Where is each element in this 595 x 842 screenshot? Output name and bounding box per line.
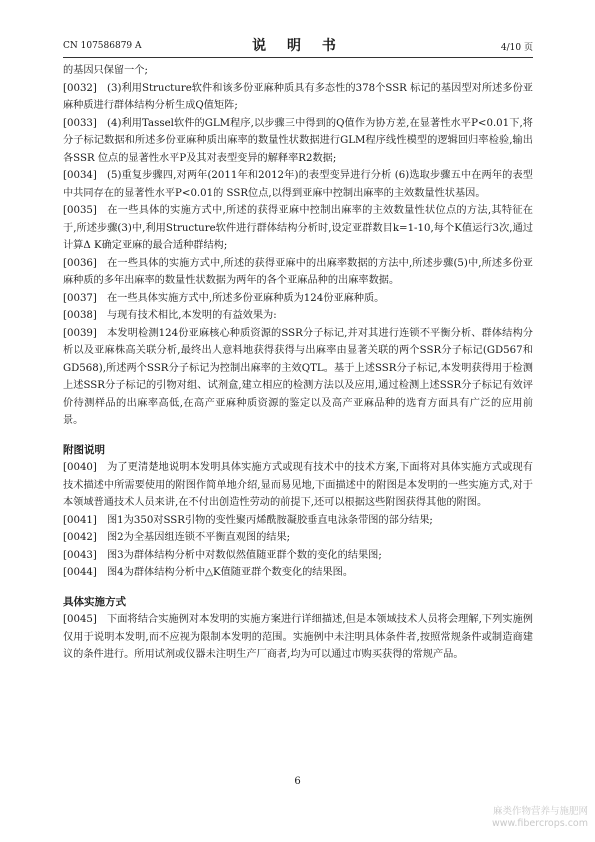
paragraph	[63, 529, 533, 547]
paragraph-number: [0035]	[63, 205, 97, 216]
paragraph-number: [0038]	[63, 310, 97, 321]
paragraph-text: 图2为全基因组连锁不平衡直观图的结果;	[107, 532, 291, 543]
paragraph	[63, 325, 533, 430]
paragraph	[63, 255, 533, 290]
paragraph-number: [0037]	[63, 292, 97, 304]
paragraph	[63, 564, 533, 582]
paragraph	[63, 202, 533, 255]
watermark-url: www.fibercrops.com	[491, 818, 588, 829]
paragraph-text: 本发明检测124份亚麻核心种质资源的SSR分子标记,并对其进行连锁不平衡分析、群体结构分析以及亚麻株高关联分析,最终出人意料地获得获得与出麻率由显著关联的两个SSR分子标记(GD567和GD568),所述两个SSR分子标记为控制出麻率的主效QTL。基于上述SSR分子标记,本发明获得用于检测上述SSR分子标记的引物对组、试剂盒,建立相应的检测方法以及应用,通过检测上述SSR分子标记有效评价待测样品的出麻率高低,在高产亚麻种质资源的鉴定以及高产亚麻品种的选育方面具有广泛的应用前景。	[63, 327, 533, 426]
paragraph-text: 图3为群体结构分析中对数似然值随亚群个数的变化的结果图;	[107, 549, 382, 561]
paragraph	[63, 290, 533, 308]
section-heading-embodiment: 具体实施方式	[63, 595, 126, 608]
page-number: 6	[294, 776, 301, 787]
spacer	[63, 582, 533, 594]
spacer	[63, 430, 533, 442]
paragraph-text: (4)利用Tassel软件的GLM程序,以步骤三中得到的Q值作为协方差,在显著性水平P<0.01下,将分子标记数据和所述多份亚麻种质出麻率的数量性状数据进行GLM程序线性模型的逻辑回归率检验,输出各SSR 位点的显著性水平P及其对表型变异的解释率R2数据;	[63, 117, 533, 164]
paragraph-number: [0044]	[63, 567, 97, 578]
document-number: CN 107586879 A	[63, 41, 142, 51]
paragraph-text: 与现有技术相比,本发明的有益效果为:	[107, 310, 277, 321]
paragraph-text: 的基因只保留一个;	[63, 65, 148, 76]
paragraph	[63, 459, 533, 512]
paragraph-number: [0032]	[63, 82, 97, 94]
paragraph-number: [0043]	[63, 549, 97, 561]
document-body	[63, 62, 533, 664]
watermark	[448, 806, 588, 830]
paragraph-number: [0042]	[63, 532, 97, 543]
paragraph-text: (3)利用Structure软件和该多份亚麻种质具有多态性的378个SSR 标记的基因型对所述多份亚麻种质进行群体结构分析生成Q值矩阵;	[63, 82, 533, 111]
paragraph-text: 下面将结合实施例对本发明的实施方案进行详细描述,但是本领域技术人员将会理解,下列实施例仅用于说明本发明,而不应视为限制本发明的范围。实施例中未注明具体条件者,按照常规条件或制造商建议的条件进行。所用试剂或仪器未注明生产厂商者,均为可以通过市购买获得的常规产品。	[63, 614, 533, 660]
page-header	[63, 37, 533, 55]
paragraph-text: 在一些具体的实施方式中,所述的获得亚麻中控制出麻率的主效数量性状位点的方法,其特征在于,所述步骤(3)中,利用Structure软件进行群体结构分析时,设定亚群数目k=1-10,每个K值运行3次,通过计算Δ K确定亚麻的最合适种群结构;	[63, 205, 533, 251]
paragraph-text: 在一些具体的实施方式中,所述的获得亚麻中的出麻率数据的方法中,所述步骤(5)中,所述多份亚麻种质的多年出麻率的数量性状数据为两年的各个亚麻品种的出麻率数据。	[63, 257, 533, 286]
paragraph	[63, 115, 533, 168]
paragraph	[63, 62, 533, 80]
paragraph-number: [0039]	[63, 327, 97, 339]
document-title: 说 明 书	[252, 38, 344, 54]
paragraph-number: [0033]	[63, 117, 97, 129]
paragraph-number: [0036]	[63, 257, 97, 269]
paragraph-text: 图4为群体结构分析中△K值随亚群个数变化的结果图。	[107, 567, 354, 578]
page-indicator: 4/10 页	[500, 42, 533, 53]
paragraph-text: 为了更清楚地说明本发明具体实施方式或现有技术中的技术方案,下面将对具体实施方式或现有技术描述中所需要使用的附图作简单地介绍,显而易见地,下面描述中的附图是本发明的一些实施方式,对于本领域普通技术人员来讲,在不付出创造性劳动的前提下,还可以根据这些附图获得其他的附图。	[63, 462, 533, 508]
paragraph-text: (5)重复步骤四,对两年(2011年和2012年)的表型变异进行分析 (6)选取步骤五中在两年的表型中共同存在的显著性水平P<0.01的 SSR位点,以得到亚麻中控制出麻率的主效数量性状基因。	[63, 170, 533, 199]
paragraph	[63, 512, 533, 530]
paragraph	[63, 611, 533, 664]
paragraph	[63, 167, 533, 202]
section-heading-figures: 附图说明	[63, 443, 105, 456]
paragraph-number: [0040]	[63, 462, 97, 473]
paragraph	[63, 307, 533, 325]
paragraph-number: [0041]	[63, 514, 97, 526]
paragraph	[63, 547, 533, 565]
paragraph-text: 在一些具体实施方式中,所述多份亚麻种质为124份亚麻种质。	[107, 292, 385, 304]
paragraph-text: 图1为350对SSR引物的变性聚丙烯酰胺凝胶垂直电泳条带图的部分结果;	[107, 514, 433, 526]
paragraph-number: [0045]	[63, 614, 97, 625]
paragraph	[63, 80, 533, 115]
watermark-site-name: 麻类作物营养与施肥网	[492, 806, 588, 817]
paragraph-number: [0034]	[63, 170, 97, 181]
header-rule	[63, 57, 533, 58]
